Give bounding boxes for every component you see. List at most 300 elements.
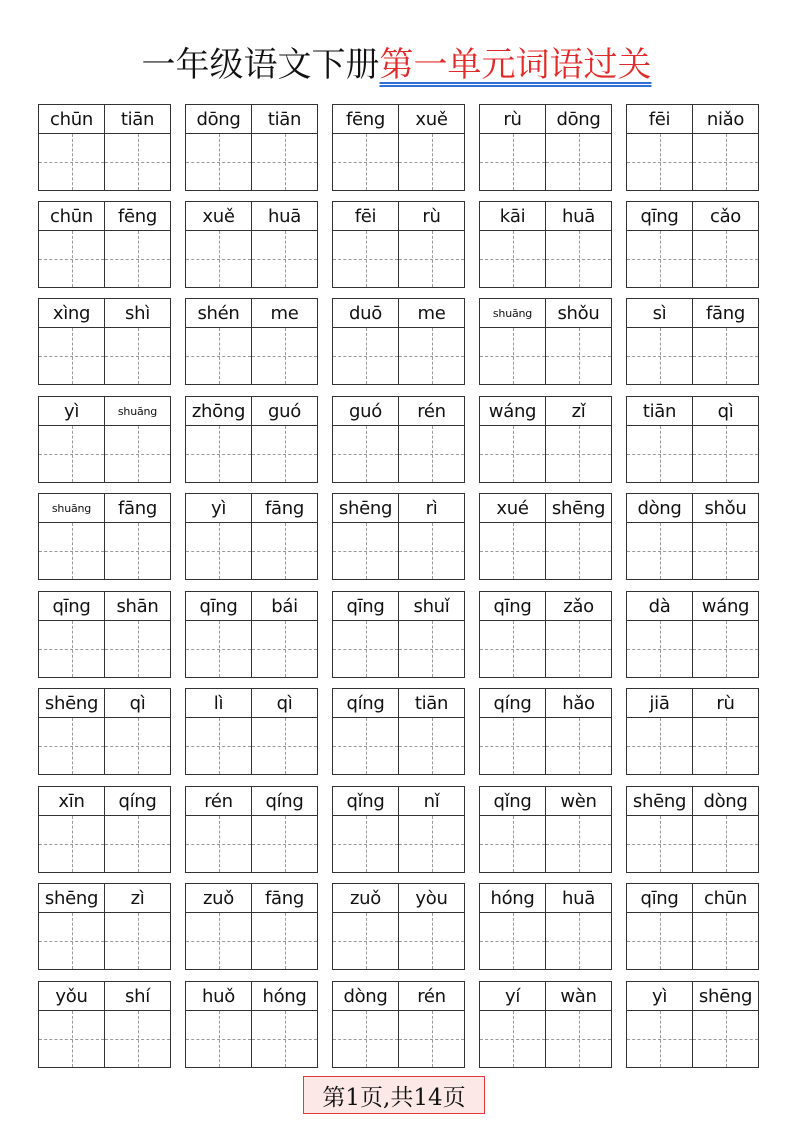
word-box <box>479 298 612 385</box>
pinyin-label: huā <box>546 884 611 913</box>
character-cell <box>186 787 251 872</box>
word-box <box>626 591 759 678</box>
character-cell <box>39 592 104 677</box>
pinyin-label: rù <box>480 105 545 134</box>
writing-box[interactable] <box>39 523 104 579</box>
character-cell <box>251 202 317 287</box>
character-cell <box>251 397 317 482</box>
character-cell <box>104 105 170 190</box>
character-cell <box>627 982 692 1067</box>
pinyin-label: qíng <box>252 787 317 816</box>
character-cell <box>398 299 464 384</box>
writing-box[interactable] <box>480 1011 545 1067</box>
writing-box[interactable] <box>627 134 692 190</box>
character-cell <box>627 299 692 384</box>
character-cell <box>186 689 251 774</box>
character-cell <box>692 105 758 190</box>
pinyin-label: hǎo <box>546 689 611 718</box>
character-cell <box>398 787 464 872</box>
character-cell <box>186 299 251 384</box>
writing-box[interactable] <box>693 134 758 190</box>
word-box <box>38 104 171 191</box>
writing-box[interactable] <box>252 231 317 287</box>
pinyin-label: qíng <box>105 787 170 816</box>
writing-box[interactable] <box>333 718 398 774</box>
character-cell <box>545 494 611 579</box>
word-box <box>332 786 465 873</box>
character-cell <box>692 592 758 677</box>
pinyin-label: chūn <box>693 884 758 913</box>
character-cell <box>398 592 464 677</box>
word-box <box>185 981 318 1068</box>
word-box <box>38 201 171 288</box>
pinyin-label: zuǒ <box>186 884 251 913</box>
writing-box[interactable] <box>39 1011 104 1067</box>
pinyin-label: duō <box>333 299 398 328</box>
character-cell <box>545 884 611 969</box>
word-box <box>185 104 318 191</box>
writing-box[interactable] <box>252 134 317 190</box>
character-cell <box>692 494 758 579</box>
word-box <box>626 104 759 191</box>
character-cell <box>480 494 545 579</box>
writing-box[interactable] <box>186 328 251 384</box>
writing-box[interactable] <box>105 134 170 190</box>
character-cell <box>251 592 317 677</box>
writing-box[interactable] <box>186 134 251 190</box>
writing-box[interactable] <box>480 523 545 579</box>
pinyin-label: yì <box>627 982 692 1011</box>
pinyin-label: dōng <box>546 105 611 134</box>
pinyin-label: qíng <box>480 689 545 718</box>
writing-box[interactable] <box>399 1011 464 1067</box>
writing-box[interactable] <box>39 426 104 482</box>
writing-box[interactable] <box>693 718 758 774</box>
pinyin-label: wèn <box>546 787 611 816</box>
pinyin-label: tiān <box>105 105 170 134</box>
word-box <box>332 201 465 288</box>
word-box <box>332 493 465 580</box>
writing-box[interactable] <box>333 816 398 872</box>
pinyin-label: rù <box>693 689 758 718</box>
title-unit: 第一单元词语过关 <box>379 45 652 85</box>
writing-box[interactable] <box>399 621 464 677</box>
character-cell <box>251 494 317 579</box>
writing-box[interactable] <box>399 231 464 287</box>
writing-box[interactable] <box>39 134 104 190</box>
pinyin-label: wáng <box>693 592 758 621</box>
title-grade: 一年级语文下册 <box>141 45 380 85</box>
pinyin-label: tiān <box>399 689 464 718</box>
character-cell <box>104 202 170 287</box>
pinyin-label: rù <box>399 202 464 231</box>
word-box <box>479 591 612 678</box>
writing-box[interactable] <box>627 913 692 969</box>
writing-box[interactable] <box>252 816 317 872</box>
pinyin-label: huǒ <box>186 982 251 1011</box>
writing-box[interactable] <box>693 523 758 579</box>
writing-box[interactable] <box>252 913 317 969</box>
writing-box[interactable] <box>480 913 545 969</box>
writing-box[interactable] <box>546 913 611 969</box>
character-cell <box>104 982 170 1067</box>
word-box <box>38 786 171 873</box>
writing-box[interactable] <box>399 328 464 384</box>
character-cell <box>627 689 692 774</box>
writing-box[interactable] <box>105 328 170 384</box>
writing-box[interactable] <box>105 1011 170 1067</box>
pinyin-label: kāi <box>480 202 545 231</box>
character-cell <box>692 787 758 872</box>
pinyin-label: shuāng <box>105 397 170 426</box>
pinyin-label: zǐ <box>546 397 611 426</box>
character-cell <box>545 202 611 287</box>
pinyin-label: jiā <box>627 689 692 718</box>
word-box <box>332 883 465 970</box>
character-cell <box>251 299 317 384</box>
word-box <box>332 104 465 191</box>
pinyin-label: dōng <box>186 105 251 134</box>
writing-box[interactable] <box>39 231 104 287</box>
pinyin-label: yì <box>39 397 104 426</box>
pinyin-label: yǒu <box>39 982 104 1011</box>
character-cell <box>333 202 398 287</box>
pinyin-label: cǎo <box>693 202 758 231</box>
character-cell <box>39 787 104 872</box>
word-box <box>626 786 759 873</box>
writing-box[interactable] <box>186 621 251 677</box>
word-box <box>38 688 171 775</box>
word-box <box>626 688 759 775</box>
pinyin-label: fāng <box>105 494 170 523</box>
character-cell <box>545 105 611 190</box>
writing-box[interactable] <box>333 328 398 384</box>
character-cell <box>186 884 251 969</box>
writing-box[interactable] <box>480 718 545 774</box>
word-box <box>38 591 171 678</box>
character-cell <box>480 689 545 774</box>
character-cell <box>480 592 545 677</box>
page-counter: 第1页,共14页 <box>303 1076 485 1114</box>
writing-box[interactable] <box>186 816 251 872</box>
character-cell <box>692 982 758 1067</box>
writing-box[interactable] <box>39 913 104 969</box>
writing-box[interactable] <box>627 426 692 482</box>
writing-box[interactable] <box>252 328 317 384</box>
pinyin-label: tiān <box>252 105 317 134</box>
character-cell <box>692 689 758 774</box>
word-box <box>185 493 318 580</box>
pinyin-label: shēng <box>39 884 104 913</box>
character-cell <box>398 202 464 287</box>
word-box <box>479 883 612 970</box>
character-cell <box>104 397 170 482</box>
writing-box[interactable] <box>693 621 758 677</box>
pinyin-label: shēng <box>546 494 611 523</box>
writing-box[interactable] <box>252 426 317 482</box>
writing-box[interactable] <box>252 1011 317 1067</box>
writing-box[interactable] <box>693 426 758 482</box>
character-cell <box>627 787 692 872</box>
character-cell <box>39 105 104 190</box>
character-cell <box>333 884 398 969</box>
writing-box[interactable] <box>39 816 104 872</box>
writing-box[interactable] <box>627 718 692 774</box>
page-title <box>0 42 793 88</box>
pinyin-label: shí <box>105 982 170 1011</box>
word-box <box>185 883 318 970</box>
writing-box[interactable] <box>105 621 170 677</box>
word-box <box>626 883 759 970</box>
pinyin-label: qì <box>693 397 758 426</box>
writing-box[interactable] <box>39 328 104 384</box>
character-cell <box>39 397 104 482</box>
writing-box[interactable] <box>333 134 398 190</box>
pinyin-label: fēi <box>333 202 398 231</box>
character-cell <box>104 494 170 579</box>
pinyin-label: rén <box>186 787 251 816</box>
writing-box[interactable] <box>333 913 398 969</box>
character-cell <box>692 884 758 969</box>
word-box <box>626 298 759 385</box>
writing-box[interactable] <box>546 718 611 774</box>
writing-box[interactable] <box>480 426 545 482</box>
writing-box[interactable] <box>693 231 758 287</box>
word-box <box>38 493 171 580</box>
character-cell <box>545 299 611 384</box>
writing-box[interactable] <box>252 523 317 579</box>
writing-box[interactable] <box>399 523 464 579</box>
character-cell <box>104 592 170 677</box>
writing-box[interactable] <box>333 231 398 287</box>
character-cell <box>186 494 251 579</box>
word-box <box>479 396 612 483</box>
writing-box[interactable] <box>546 523 611 579</box>
character-cell <box>398 397 464 482</box>
writing-box[interactable] <box>399 718 464 774</box>
writing-box[interactable] <box>693 1011 758 1067</box>
writing-box[interactable] <box>480 816 545 872</box>
character-cell <box>398 494 464 579</box>
writing-box[interactable] <box>186 231 251 287</box>
pinyin-label: hóng <box>252 982 317 1011</box>
writing-box[interactable] <box>252 621 317 677</box>
writing-box[interactable] <box>627 816 692 872</box>
writing-box[interactable] <box>105 816 170 872</box>
pinyin-label: xuě <box>399 105 464 134</box>
writing-box[interactable] <box>480 621 545 677</box>
writing-box[interactable] <box>399 913 464 969</box>
character-cell <box>627 397 692 482</box>
character-cell <box>627 202 692 287</box>
word-box <box>185 396 318 483</box>
writing-box[interactable] <box>252 718 317 774</box>
word-box <box>479 201 612 288</box>
pinyin-label: huā <box>546 202 611 231</box>
writing-box[interactable] <box>546 328 611 384</box>
word-box <box>332 298 465 385</box>
word-box <box>626 981 759 1068</box>
character-cell <box>333 787 398 872</box>
writing-box[interactable] <box>186 1011 251 1067</box>
word-box <box>185 201 318 288</box>
writing-box[interactable] <box>399 426 464 482</box>
pinyin-label: yòu <box>399 884 464 913</box>
character-cell <box>333 494 398 579</box>
pinyin-label: zǎo <box>546 592 611 621</box>
writing-box[interactable] <box>546 1011 611 1067</box>
pinyin-label: hóng <box>480 884 545 913</box>
word-box <box>185 688 318 775</box>
writing-box[interactable] <box>627 328 692 384</box>
writing-box[interactable] <box>546 816 611 872</box>
character-cell <box>39 299 104 384</box>
pinyin-label: sì <box>627 299 692 328</box>
pinyin-label: shuǐ <box>399 592 464 621</box>
pinyin-label: qīng <box>333 592 398 621</box>
word-box <box>185 591 318 678</box>
word-box <box>38 981 171 1068</box>
pinyin-label: shǒu <box>693 494 758 523</box>
pinyin-label: dòng <box>333 982 398 1011</box>
pinyin-label: xuě <box>186 202 251 231</box>
character-cell <box>692 202 758 287</box>
writing-box[interactable] <box>39 621 104 677</box>
pinyin-label: qīng <box>39 592 104 621</box>
pinyin-label: qīng <box>186 592 251 621</box>
pinyin-label: shuāng <box>39 494 104 523</box>
character-cell <box>39 884 104 969</box>
character-cell <box>186 202 251 287</box>
writing-box[interactable] <box>333 523 398 579</box>
pinyin-label: shén <box>186 299 251 328</box>
pinyin-label: zuǒ <box>333 884 398 913</box>
writing-box[interactable] <box>105 913 170 969</box>
character-cell <box>480 884 545 969</box>
writing-box[interactable] <box>627 621 692 677</box>
word-box <box>332 688 465 775</box>
word-box <box>332 981 465 1068</box>
word-box <box>479 981 612 1068</box>
character-cell <box>480 397 545 482</box>
character-cell <box>251 689 317 774</box>
word-box <box>479 688 612 775</box>
writing-box[interactable] <box>105 231 170 287</box>
character-cell <box>186 105 251 190</box>
writing-box[interactable] <box>39 718 104 774</box>
character-cell <box>333 592 398 677</box>
writing-box[interactable] <box>105 718 170 774</box>
character-cell <box>627 592 692 677</box>
word-box <box>479 493 612 580</box>
character-cell <box>480 202 545 287</box>
pinyin-label: wáng <box>480 397 545 426</box>
writing-box[interactable] <box>627 523 692 579</box>
writing-box[interactable] <box>333 1011 398 1067</box>
pinyin-label: shì <box>105 299 170 328</box>
writing-box[interactable] <box>480 328 545 384</box>
character-cell <box>627 494 692 579</box>
writing-box[interactable] <box>105 426 170 482</box>
pinyin-label: zhōng <box>186 397 251 426</box>
character-cell <box>333 982 398 1067</box>
word-box <box>479 104 612 191</box>
pinyin-label: guó <box>333 397 398 426</box>
writing-box[interactable] <box>627 231 692 287</box>
character-cell <box>545 982 611 1067</box>
pinyin-label: qíng <box>333 689 398 718</box>
character-cell <box>104 787 170 872</box>
word-box <box>185 786 318 873</box>
character-cell <box>398 884 464 969</box>
pinyin-label: chūn <box>39 105 104 134</box>
writing-box[interactable] <box>333 426 398 482</box>
character-cell <box>692 397 758 482</box>
writing-box[interactable] <box>186 913 251 969</box>
character-cell <box>398 689 464 774</box>
writing-box[interactable] <box>333 621 398 677</box>
character-cell <box>627 884 692 969</box>
pinyin-label: rì <box>399 494 464 523</box>
character-cell <box>186 982 251 1067</box>
writing-box[interactable] <box>546 426 611 482</box>
pinyin-label: me <box>399 299 464 328</box>
character-cell <box>545 787 611 872</box>
writing-box[interactable] <box>105 523 170 579</box>
writing-box[interactable] <box>693 816 758 872</box>
writing-box[interactable] <box>693 913 758 969</box>
writing-box[interactable] <box>546 231 611 287</box>
character-cell <box>545 592 611 677</box>
writing-box[interactable] <box>546 621 611 677</box>
pinyin-label: bái <box>252 592 317 621</box>
pinyin-label: shuāng <box>480 299 545 328</box>
character-cell <box>39 689 104 774</box>
pinyin-label: fāng <box>693 299 758 328</box>
pinyin-label: dòng <box>627 494 692 523</box>
character-cell <box>692 299 758 384</box>
pinyin-label: xué <box>480 494 545 523</box>
writing-box[interactable] <box>186 426 251 482</box>
character-cell <box>251 982 317 1067</box>
writing-box[interactable] <box>480 134 545 190</box>
writing-box[interactable] <box>399 134 464 190</box>
writing-box[interactable] <box>480 231 545 287</box>
character-cell <box>398 982 464 1067</box>
character-cell <box>39 494 104 579</box>
word-box <box>38 883 171 970</box>
pinyin-label: chūn <box>39 202 104 231</box>
writing-box[interactable] <box>399 816 464 872</box>
character-cell <box>104 884 170 969</box>
pinyin-label: huā <box>252 202 317 231</box>
pinyin-label: tiān <box>627 397 692 426</box>
pinyin-label: fēi <box>627 105 692 134</box>
writing-box[interactable] <box>186 523 251 579</box>
writing-box[interactable] <box>546 134 611 190</box>
pinyin-label: niǎo <box>693 105 758 134</box>
pinyin-label: nǐ <box>399 787 464 816</box>
character-cell <box>186 592 251 677</box>
pinyin-label: xìng <box>39 299 104 328</box>
character-cell <box>39 982 104 1067</box>
writing-box[interactable] <box>627 1011 692 1067</box>
writing-box[interactable] <box>693 328 758 384</box>
pinyin-label: yí <box>480 982 545 1011</box>
pinyin-label: wàn <box>546 982 611 1011</box>
writing-box[interactable] <box>186 718 251 774</box>
character-cell <box>545 397 611 482</box>
